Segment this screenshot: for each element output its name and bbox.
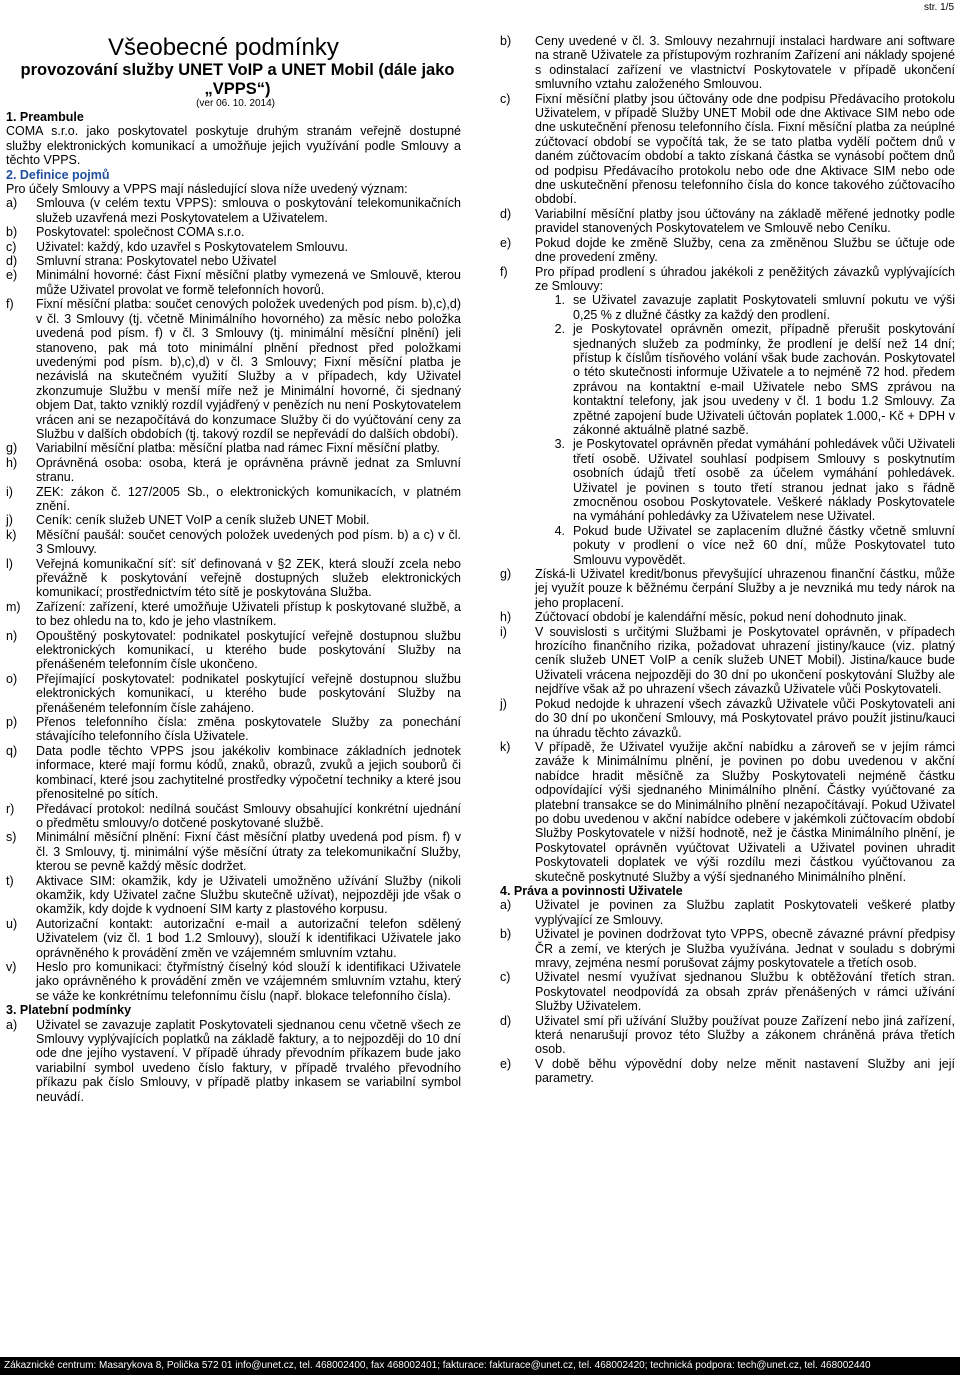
section-heading-prava: 4. Práva a povinnosti Uživatele [500,883,683,898]
item-label: b) [6,225,18,240]
item-text: Přenos telefonního čísla: změna poskytovatele Služby za ponechání stávajícího telefonního čísla Uživatele. [36,715,461,744]
item-label: b) [500,34,512,48]
list-item [500,265,955,294]
item-label: i) [500,624,507,639]
user-duties-list [500,898,955,1085]
list-item [500,437,955,523]
list-item [500,898,955,927]
item-label: v) [6,959,17,974]
item-text: Pokud dojde ke změně Služby, cena za změněnou Službu se účtuje ode dne provedení změny. [535,235,955,265]
item-label: 2. [554,322,565,337]
item-text: Smlouva (v celém textu VPPS): smlouva o poskytování telekomunikačních služeb uzavřená mezi Poskytovatelem a Uživatelem. [36,196,461,225]
item-label: c) [500,91,511,106]
item-text: Veřejná komunikační síť: síť definovaná v §2 ZEK, která slouží zcela nebo převážně k poskytování veřejně dostupných služeb elektronických komunikací; prostřednictvím této sítě je poskytována Služba. [36,556,461,600]
document-title: Všeobecné podmínky [108,34,339,61]
item-text: Uživatel je povinen dodržovat tyto VPPS, obecně závazné právní předpisy ČR a zemí, ve kterých je Služba využívána. Jednat v souladu s dobrými mravy, zejména nesmí porušovat zájmy poskytovatele a třetích osob. [535,927,955,970]
list-item [6,960,461,1003]
item-label: a) [6,1017,18,1032]
list-item [500,927,955,970]
item-text: Fixní měsíční platby jsou účtovány ode dne podpisu Předávacího protokolu Uživatelem, v případě Služby UNET Mobil ode dne Aktivace SIM nebo ode dne uskutečnění přenosu telefonního čísla. Fixní měsíční platba za neúplné zúčtovací období se vypočítá tak, že se tato platba vydělí počtem dnů v daném zúčtovacím období a takto získaná částka se vynásobí počtem dnů od podpisu Předávacího protokolu nebo ode dne Aktivace SIM nebo ode dne uskutečnění přenosu telefonního čísla do konce takového zúčtovacího období. [535,91,955,207]
item-label: a) [500,898,512,913]
item-text: Pokud nedojde k uhrazení všech závazků Uživatele vůči Poskytovateli ani do 30 dní po ukončení Smlouvy, má Poskytovatel právo použít jistinu/kauci na úhradu těchto závazků. [535,696,955,740]
list-item [6,225,461,239]
item-text: Uživatel je povinen za Službu zaplatit Poskytovateli veškeré platby vyplývající ze Smlouvy. [535,898,955,927]
item-text: Oprávněná osoba: osoba, která je oprávněna právně jednat za Smluvní stranu. [36,455,461,485]
item-text: Předávací protokol: nedílná součást Smlouvy obsahující konkrétní ujednání o předmětu smlouvy/o dotčené poskytované službě. [36,801,461,830]
item-text: Uživatel smí při užívání Služby používat pouze Zařízení nebo jiná zařízení, která nenarušují provoz této Služby a zákonem chráněná práva třetích osob. [535,1013,955,1057]
list-item [500,322,955,437]
section-heading-platebni: 3. Platební podmínky [6,1003,132,1018]
item-text: Zařízení: zařízení, které umožňuje Uživateli přístup k poskytované službě, a to bez ohledu na to, kdo je jeho vlastníkem. [36,599,461,629]
item-text: Pokud bude Uživatel se zaplacením dlužné částky včetně smluvní pokuty v prodlení o více než 60 dní, může Poskytovatel tuto Smlouvu vypovědět. [573,523,955,567]
list-item [6,240,461,254]
item-text: Získá-li Uživatel kredit/bonus převyšující uhrazenou finanční částku, může jej využít pouze k běžnému čerpání Služby a je nevzniká mu tedy nárok na jeho proplacení. [535,567,955,610]
item-label: q) [6,743,18,758]
definitions-list [6,196,461,1003]
item-label: n) [6,628,18,643]
preambule-text: COMA s.r.o. jako poskytovatel poskytuje druhým stranám veřejně dostupné služby elektronických komunikací a umožňuje jejich využívání podle Smlouvy a těchto VPPS. [6,124,461,168]
list-item [500,970,955,1013]
item-text: Uživatel se zavazuje zaplatit Poskytovateli sjednanou cenu včetně všech ze Smlouvy vyplývajících poplatků na základě faktury, a to nejpozději do 10 dní ode dne jejího vystavení. V případě úhrady převodním příkazem bude jako variabilní symbol uvedeno číslo faktury, v případě trvalého převodního příkazu pak číslo Smlouvy, v případě platby inkasem se variabilní symbol neuvádí. [36,1017,461,1104]
list-item [500,1014,955,1057]
item-label: d) [500,1013,512,1028]
list-item [500,524,955,567]
item-label: d) [500,206,512,221]
item-label: u) [6,916,18,931]
list-item [500,236,955,265]
list-item [500,293,955,322]
item-label: 1. [554,293,565,308]
list-item [500,740,955,884]
list-item [6,196,461,225]
item-label: 3. [554,437,565,452]
item-text: je Poskytovatel oprávněn omezit, případně přerušit poskytování sjednaných služeb za podmínky, že prodlení je delší než 14 dní; přístup k číslům tísňového volání však bude zachován. Poskytovatel o této skutečnosti informuje Uživatele a to nejméně 72 hod. předem zprávou na kontaktní e-mail Uživatele nebo SMS zprávou na kontaktní telefony, jak jsou uvedeny v čl. 1 bodu 1.2 Smlouvy. Za zpětné zapojení bude Uživateli účtován poplatek 1.000,- Kč + DPH v zákonné aktuálně platné sazbě. [573,322,955,437]
item-label: h) [6,455,18,470]
item-label: h) [500,610,512,625]
list-item [6,254,461,268]
item-label: g) [500,567,512,582]
item-label: g) [6,441,18,456]
item-text: Přejímající poskytovatel: podnikatel poskytující veřejně dostupnou službu elektronických komunikací, u kterého bude poskytování Služby na přenášeném telefonním čísle zahájeno. [36,671,461,715]
item-label: j) [500,696,507,711]
item-text: Minimální hovorné: část Fixní měsíční platby vymezená ve Smlouvě, kterou může Uživatel provolat ve formě telefonních hovorů. [36,268,461,297]
list-item [6,629,461,672]
item-text: Variabilní měsíční platba: měsíční platba nad rámec Fixní měsíční platby. [36,441,440,456]
item-label: e) [6,268,18,283]
item-label: f) [6,297,14,312]
payment-subitems-list [500,293,955,567]
item-text: Ceník: ceník služeb UNET VoIP a ceník služeb UNET Mobil. [36,513,370,528]
item-label: f) [500,264,508,279]
item-label: c) [500,970,511,985]
item-text: V případě, že Uživatel využije akční nabídku a zároveň se v jejím rámci zaváže k Minimálnímu plnění, je povinen po dobu uvedenou v akční nabídce hradit měsíčně za Služby Poskytovateli nejméně částku odpovídající výši sjednaného Minimálního plnění. Částky vyúčtované za platební transakce se do Minimálního plnění nezapočítávají. Pokud Uživatel po dobu uvedenou v akční nabídce odebere v jakémkoli zúčtovacím období Služby Poskytovatele v nižší hodnotě, než je částka Minimálního plnění, je Poskytovatel oprávněn vyúčtovat Uživateli a Uživatel povinen uhradit Poskytovateli doplatek ve výši rozdílu mezi částkou vyúčtovanou za skutečně poskytnuté Služby a výší sjednaného Minimálního plnění. [535,739,955,884]
item-text: Minimální měsíční plnění: Fixní část měsíční platby uvedená pod písm. f) v čl. 3 Smlouvy, tj. minimální výše měsíční útraty za telekomunikační Služby, kterou se pevně každý měsíc dodržet. [36,830,461,874]
document-subtitle: provozování služby UNET VoIP a UNET Mobil (dále jako „VPPS“) [20,61,455,98]
footer-contact-bar: Zákaznické centrum: Masarykova 8, Polička 572 01 info@unet.cz, tel. 468002400, fax 468002401; fakturace: fakturace@unet.cz, tel. 468002420; technická podpora: tech@unet.cz, tel. 468002440 [0,1357,960,1375]
item-label: e) [500,235,512,250]
list-item [500,1057,955,1086]
item-text: Měsíční paušál: součet cenových položek uvedených pod písm. b) a c) v čl. 3 Smlouvy. [36,527,461,557]
list-item [6,268,461,297]
item-label: r) [6,801,15,816]
item-text: Uživatel nesmí využívat sjednanou Službu k obtěžování třetích stran. Poskytovatel neodpovídá za obsah zpráv přenášených v rámci užívání Služby Uživatelem. [535,970,955,1014]
item-text: Aktivace SIM: okamžik, kdy je Uživateli umožněno užívání Služby (nikoli okamžik, kdy Uživatel začne Službu skutečně užívat), nejpozději jde však o okamžik, kdy dojde k vydnoení SIM karty z plastového korpusu. [36,873,461,917]
list-item [6,830,461,873]
list-item [6,528,461,557]
payment-terms-list [500,34,955,293]
item-label: l) [6,556,13,571]
list-item [6,297,461,441]
item-text: se Uživatel zavazuje zaplatit Poskytovateli smluvní pokutu ve výši 0,25 % z dlužné částky za každý den prodlení. [573,293,955,322]
list-item [500,567,955,610]
item-text: Zúčtovací období je kalendářní měsíc, pokud není dohodnuto jinak. [535,610,907,625]
list-item [6,485,461,514]
item-text: Poskytovatel: společnost COMA s.r.o. [36,225,245,240]
section-heading-preambule: 1. Preambule [6,110,84,124]
item-label: a) [6,196,18,211]
list-item [6,672,461,715]
list-item [500,92,955,207]
item-text: Fixní měsíční platba: součet cenových položek uvedených pod písm. b),c),d) v čl. 3 Smlouvy (tj. včetně Minimálního hovorného) za měsíc nebo položka uvedená pod písm. f) v čl. 3 Smlouvy (tj. minimální měsíční plnění) jeli stanoveno, pak má toto minimální plnění přednost před položkami uvedenými pod písm. b),c),d) v čl. 3 Smlouvy; Fixní měsíční platba je nezávislá na skutečném využití Služby a v případech, kdy Uživatel zkonzumuje Službu v menší míře než je Minimální hovorné, či sjednaný objem Dat, takto vzniklý rozdíl vyjádřený v penězích nu není Poskytovatelem vrácen ani se nezapočítává do konzumace Služby či do vyúčtování ceny za Službu v dalších obdobích (tj. takový rozdíl se nepřevádí do dalších období). [36,297,461,441]
item-label: m) [6,599,21,614]
item-label: i) [6,484,13,499]
list-item [6,715,461,744]
item-label: t) [6,873,14,888]
item-label: k) [6,527,17,542]
list-item [500,625,955,697]
item-label: k) [500,739,511,754]
list-item [500,697,955,740]
item-label: o) [6,671,18,686]
list-item [6,802,461,831]
list-item [500,610,955,624]
list-item [500,34,955,92]
list-item [6,557,461,600]
list-item [6,441,461,455]
item-text: Uživatel: každý, kdo uzavřel s Poskytovatelem Smlouvu. [36,239,348,254]
list-item [6,1018,461,1104]
item-text: Variabilní měsíční platby jsou účtovány na základě měřené jednotky podle pravidel stanovených Poskytovatelem ve Smlouvě nebo Ceníku. [535,206,955,236]
item-label: c) [6,239,17,254]
page-number: str. 1/5 [923,2,954,13]
item-text: Ceny uvedené v čl. 3. Smlouvy nezahrnují instalaci hardware ani software na straně Uživatele za přístupovým rozhraním Zařízení ani náklady spojené s odinstalací zařízení ve vlastnictví Poskytovatele v případě ukončení smluvního vztahu založeného Smlouvou. [535,34,955,92]
item-label: j) [6,513,13,528]
item-label: b) [500,927,512,942]
item-text: Smluvní strana: Poskytovatel nebo Uživatel [36,254,277,269]
right-column [500,34,955,1086]
item-label: d) [6,254,18,269]
item-text: Autorizační kontakt: autorizační e-mail a autorizační telefon sdělený Uživatelem (viz čl. 1 bod 1.2 Smlouvy), slouží k identifikaci Uživatele jako oprávněného k provádění změn ve vzájemném smluvním vztahu. [36,916,461,960]
list-item [6,744,461,802]
list-item [6,513,461,527]
definice-intro: Pro účely Smlouvy a VPPS mají následující slova níže uvedený význam: [6,182,408,197]
list-item [6,917,461,960]
section-heading-definice: 2. Definice pojmů [6,167,110,182]
list-item [6,874,461,917]
item-label: e) [500,1056,512,1071]
list-item [500,207,955,236]
item-text: ZEK: zákon č. 127/2005 Sb., o elektronických komunikacích, v platném znění. [36,484,461,513]
version-label: (ver 06. 10. 2014) [196,98,275,109]
left-column [6,34,461,1104]
item-text: Opouštěný poskytovatel: podnikatel poskytující veřejně dostupnou službu elektronických komunikací, u kterého bude poskytování Služby na přenášeném telefonním čísle ukončeno. [36,628,461,672]
item-label: p) [6,715,18,730]
item-label: s) [6,830,17,845]
item-text: V souvislosti s určitými Službami je Poskytovatel oprávněn, v případech hrozícího finančního rizika, požadovat uhrazení jistiny/kauce (viz. platný ceník služeb UNET VoIP a ceník služeb UNET Mobil). Jistina/kauce bude Uživateli vrácena nejpozději do 30 dní po ukončení poskytování Služby ale nejdříve však až po uhrazení všech závazků Uživatele vůči Poskytovateli. [535,624,955,697]
item-label: 4. [554,523,565,538]
list-item [6,600,461,629]
item-text: Data podle těchto VPPS jsou jakékoliv kombinace základních jednotek informace, které mají formu kódů, znaků, obrazů, zvuků a jejich souborů či kombinací, které jsou zachytitelné prostředky výpočetní techniky a které jsou přenositelné po sítích. [36,743,461,802]
payment-terms-list-2 [500,567,955,884]
item-text: Pro případ prodlení s úhradou jakékoli z peněžitých závazků vyplývajících ze Smlouvy: [535,264,955,293]
item-text: je Poskytovatel oprávněn předat vymáhání pohledávek vůči Uživateli třetí osobě. Uživatel souhlasí podpisem Smlouvy s poskytnutím osobních údajů třetí osobě za účelem vymáhání pohledávek. Uživatel je povinen s touto třetí stranou jednat jako s řádně zmocněnou osobou Poskytovatele. Veškeré náklady Poskytovatele na vymáhání pohledávky za Uživatelem nese Uživatel. [573,437,955,524]
list-item [6,456,461,485]
item-text: V době běhu výpovědní doby nelze měnit nastavení Služby ani její parametry. [535,1056,955,1086]
item-text: Heslo pro komunikaci: čtyřmístný číselný kód slouží k identifikaci Uživatele jako oprávněného k provádění změn ve vzájemném smluvním vztahu, který se váže ke konkrétnímu telefonnímu číslu (např. blokace telefonního čísla). [36,959,461,1003]
